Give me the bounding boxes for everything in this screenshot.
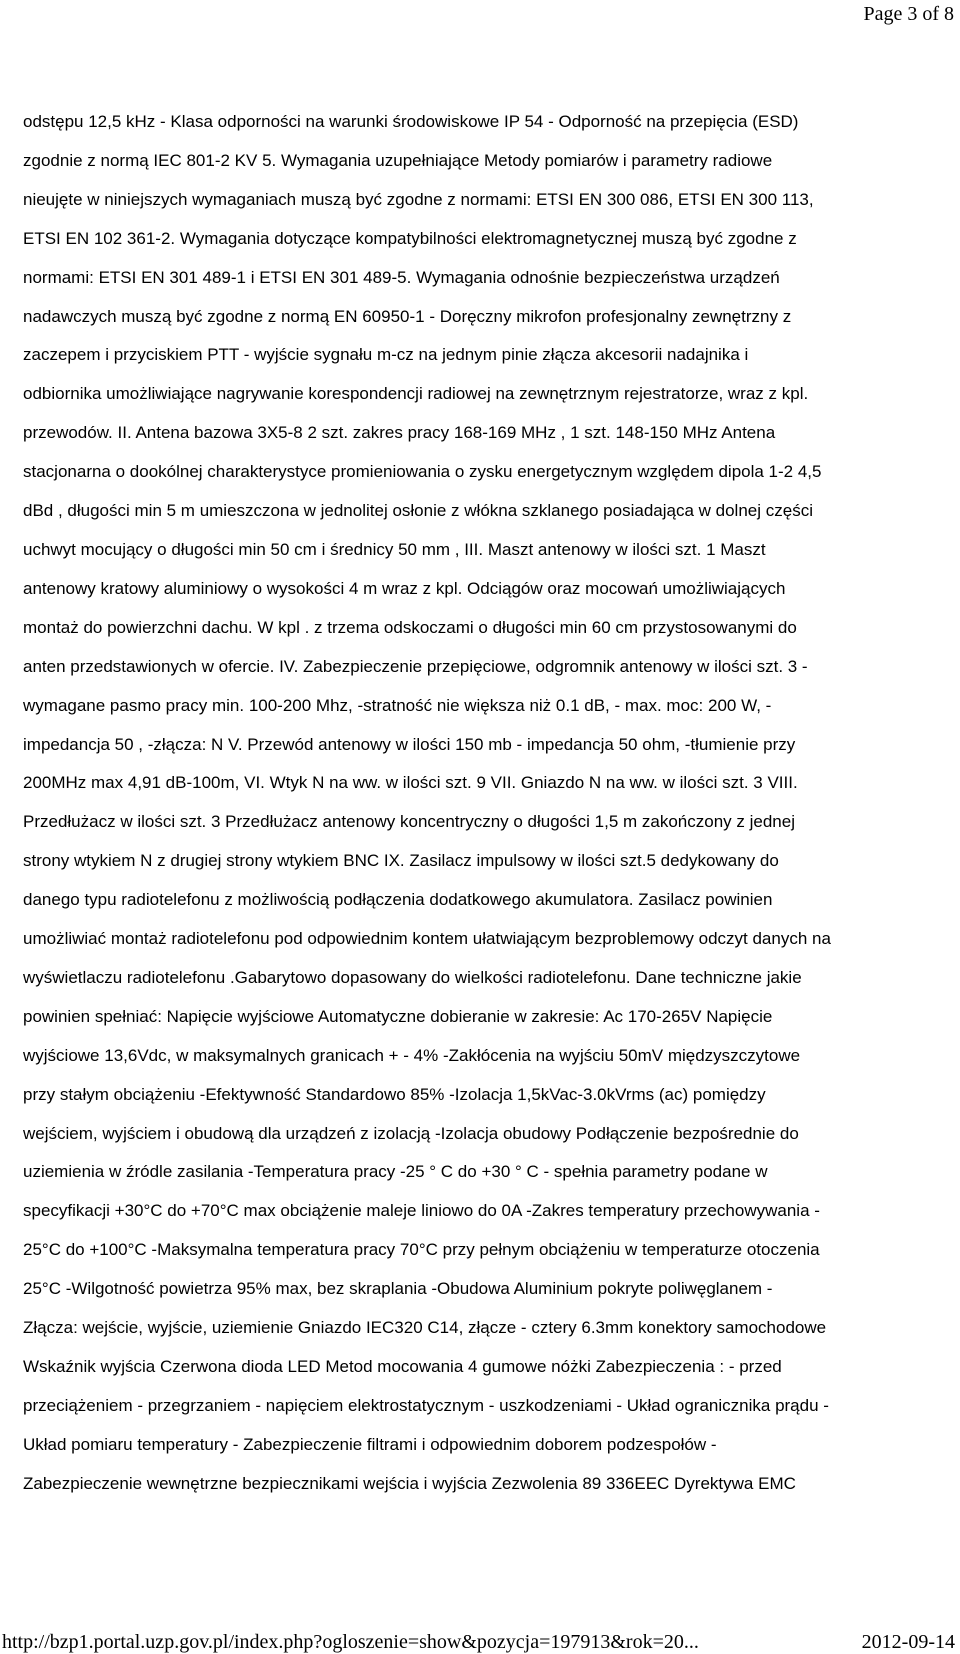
text-line: uziemienia w źródle zasilania -Temperatura pracy -25 ° C do +30 ° C - spełnia parametry podane w: [23, 1162, 768, 1182]
text-line: odbiornika umożliwiające nagrywanie korespondencji radiowej na zewnętrznym rejestratorze, wraz z kpl.: [23, 384, 809, 404]
text-line: ETSI EN 102 361-2. Wymagania dotyczące kompatybilności elektromagnetycznej muszą być zgodne z: [23, 228, 797, 248]
text-line: Układ pomiaru temperatury - Zabezpieczenie filtrami i odpowiednim doborem podzespołów -: [23, 1434, 717, 1454]
text-line: anten przedstawionych w ofercie. IV. Zabezpieczenie przepięciowe, odgromnik antenowy w ilości szt. 3 -: [23, 656, 808, 676]
text-line: antenowy kratowy aluminiowy o wysokości 4 m wraz z kpl. Odciągów oraz mocowań umożliwiających: [23, 578, 786, 598]
text-line: 25°C -Wilgotność powietrza 95% max, bez skraplania -Obudowa Aluminium pokryte poliwęglanem -: [23, 1279, 773, 1299]
text-line: specyfikacji +30°C do +70°C max obciążenie maleje liniowo do 0A -Zakres temperatury przechowywania -: [23, 1201, 820, 1221]
footer-url-link[interactable]: http://bzp1.portal.uzp.gov.pl/index.php?ogloszenie=show&pozycja=197913&rok=20...: [2, 1631, 699, 1653]
text-line: impedancja 50 , -złącza: N V. Przewód antenowy w ilości 150 mb - impedancja 50 ohm, -tłumienie przy: [23, 734, 796, 754]
text-line: umożliwiać montaż radiotelefonu pod odpowiednim kontem ułatwiającym bezproblemowy odczyt danych na: [23, 929, 831, 949]
text-line: Złącza: wejście, wyjście, uziemienie Gniazdo IEC320 C14, złącze - cztery 6.3mm konektory samochodowe: [23, 1318, 827, 1338]
text-line: wejściem, wyjściem i obudową dla urządzeń z izolacją -Izolacja obudowy Podłączenie bezpośrednie do: [23, 1123, 799, 1143]
text-line: wymagane pasmo pracy min. 100-200 Mhz, -stratność nie większa niż 0.1 dB, - max. moc: 200 W, -: [23, 695, 772, 715]
text-line: stacjonarna o dookólnej charakterystyce promieniowania o zysku energetycznym względem dipola 1-2 4,5: [23, 462, 822, 482]
page-number-label: Page 3 of 8: [863, 3, 954, 25]
page-footer: [0, 1630, 960, 1654]
text-line: nadawczych muszą być zgodne z normą EN 60950-1 - Doręczny mikrofon profesjonalny zewnętrzny z: [23, 306, 792, 326]
text-line: przeciążeniem - przegrzaniem - napięciem elektrostatycznym - uszkodzeniami - Układ ogranicznika prądu -: [23, 1395, 829, 1415]
text-line: przewodów. II. Antena bazowa 3X5-8 2 szt. zakres pracy 168-169 MHz , 1 szt. 148-150 MHz Antena: [23, 423, 776, 443]
text-line: 25°C do +100°C -Maksymalna temperatura pracy 70°C przy pełnym obciążeniu w temperaturze otoczenia: [23, 1240, 820, 1260]
text-line: strony wtykiem N z drugiej strony wtykiem BNC IX. Zasilacz impulsowy w ilości szt.5 dedykowany do: [23, 851, 779, 871]
text-line: uchwyt mocujący o długości min 50 cm i średnicy 50 mm , III. Maszt antenowy w ilości szt. 1 Maszt: [23, 539, 766, 559]
text-line: dBd , długości min 5 m umieszczona w jednolitej osłonie z włókna szklanego posiadająca w dolnej części: [23, 501, 813, 521]
text-line: wyświetlaczu radiotelefonu .Gabarytowo dopasowany do wielkości radiotelefonu. Dane techniczne jakie: [23, 967, 802, 987]
text-line: powinien spełniać: Napięcie wyjściowe Automatyczne dobieranie w zakresie: Ac 170-265V Napięcie: [23, 1006, 773, 1026]
text-line: przy stałym obciążeniu -Efektywność Standardowo 85% -Izolacja 1,5kVac-3.0kVrms (ac) pomiędzy: [23, 1084, 766, 1104]
text-line: odstępu 12,5 kHz - Klasa odporności na warunki środowiskowe IP 54 - Odporność na przepięcia (ESD): [23, 112, 799, 131]
text-line: Przedłużacz w ilości szt. 3 Przedłużacz antenowy koncentryczny o długości 1,5 m zakończony z jednej: [23, 812, 795, 832]
document-body: [23, 103, 951, 1504]
text-line: danego typu radiotelefonu z możliwością podłączenia dodatkowego akumulatora. Zasilacz powinien: [23, 890, 773, 910]
text-line: normami: ETSI EN 301 489-1 i ETSI EN 301 489-5. Wymagania odnośnie bezpieczeństwa urządzeń: [23, 267, 780, 287]
text-line: wyjściowe 13,6Vdc, w maksymalnych granicach + - 4% -Zakłócenia na wyjściu 50mV międzyszczytowe: [23, 1045, 801, 1065]
text-line: montaż do powierzchni dachu. W kpl . z trzema odskoczami o długości min 60 cm przystosowanymi do: [23, 617, 797, 637]
text-line: Wskaźnik wyjścia Czerwona dioda LED Metod mocowania 4 gumowe nóżki Zabezpieczenia : - przed: [23, 1357, 782, 1376]
text-line: zgodnie z normą IEC 801-2 KV 5. Wymagania uzupełniające Metody pomiarów i parametry radiowe: [23, 150, 773, 170]
footer-print-date: 2012-09-14: [861, 1631, 955, 1653]
text-line: zaczepem i przyciskiem PTT - wyjście sygnału m-cz na jednym pinie złącza akcesorii nadajnika i: [23, 345, 749, 365]
text-line: nieujęte w niniejszych wymaganiach muszą być zgodne z normami: ETSI EN 300 086, ETSI EN 300 113,: [23, 189, 814, 209]
text-line: Zabezpieczenie wewnętrzne bezpiecznikami wejścia i wyjścia Zezwolenia 89 336EEC Dyrektywa EMC: [23, 1473, 796, 1493]
text-line: 200MHz max 4,91 dB-100m, VI. Wtyk N na ww. w ilości szt. 9 VII. Gniazdo N na ww. w ilości szt. 3 VIII.: [23, 773, 798, 793]
